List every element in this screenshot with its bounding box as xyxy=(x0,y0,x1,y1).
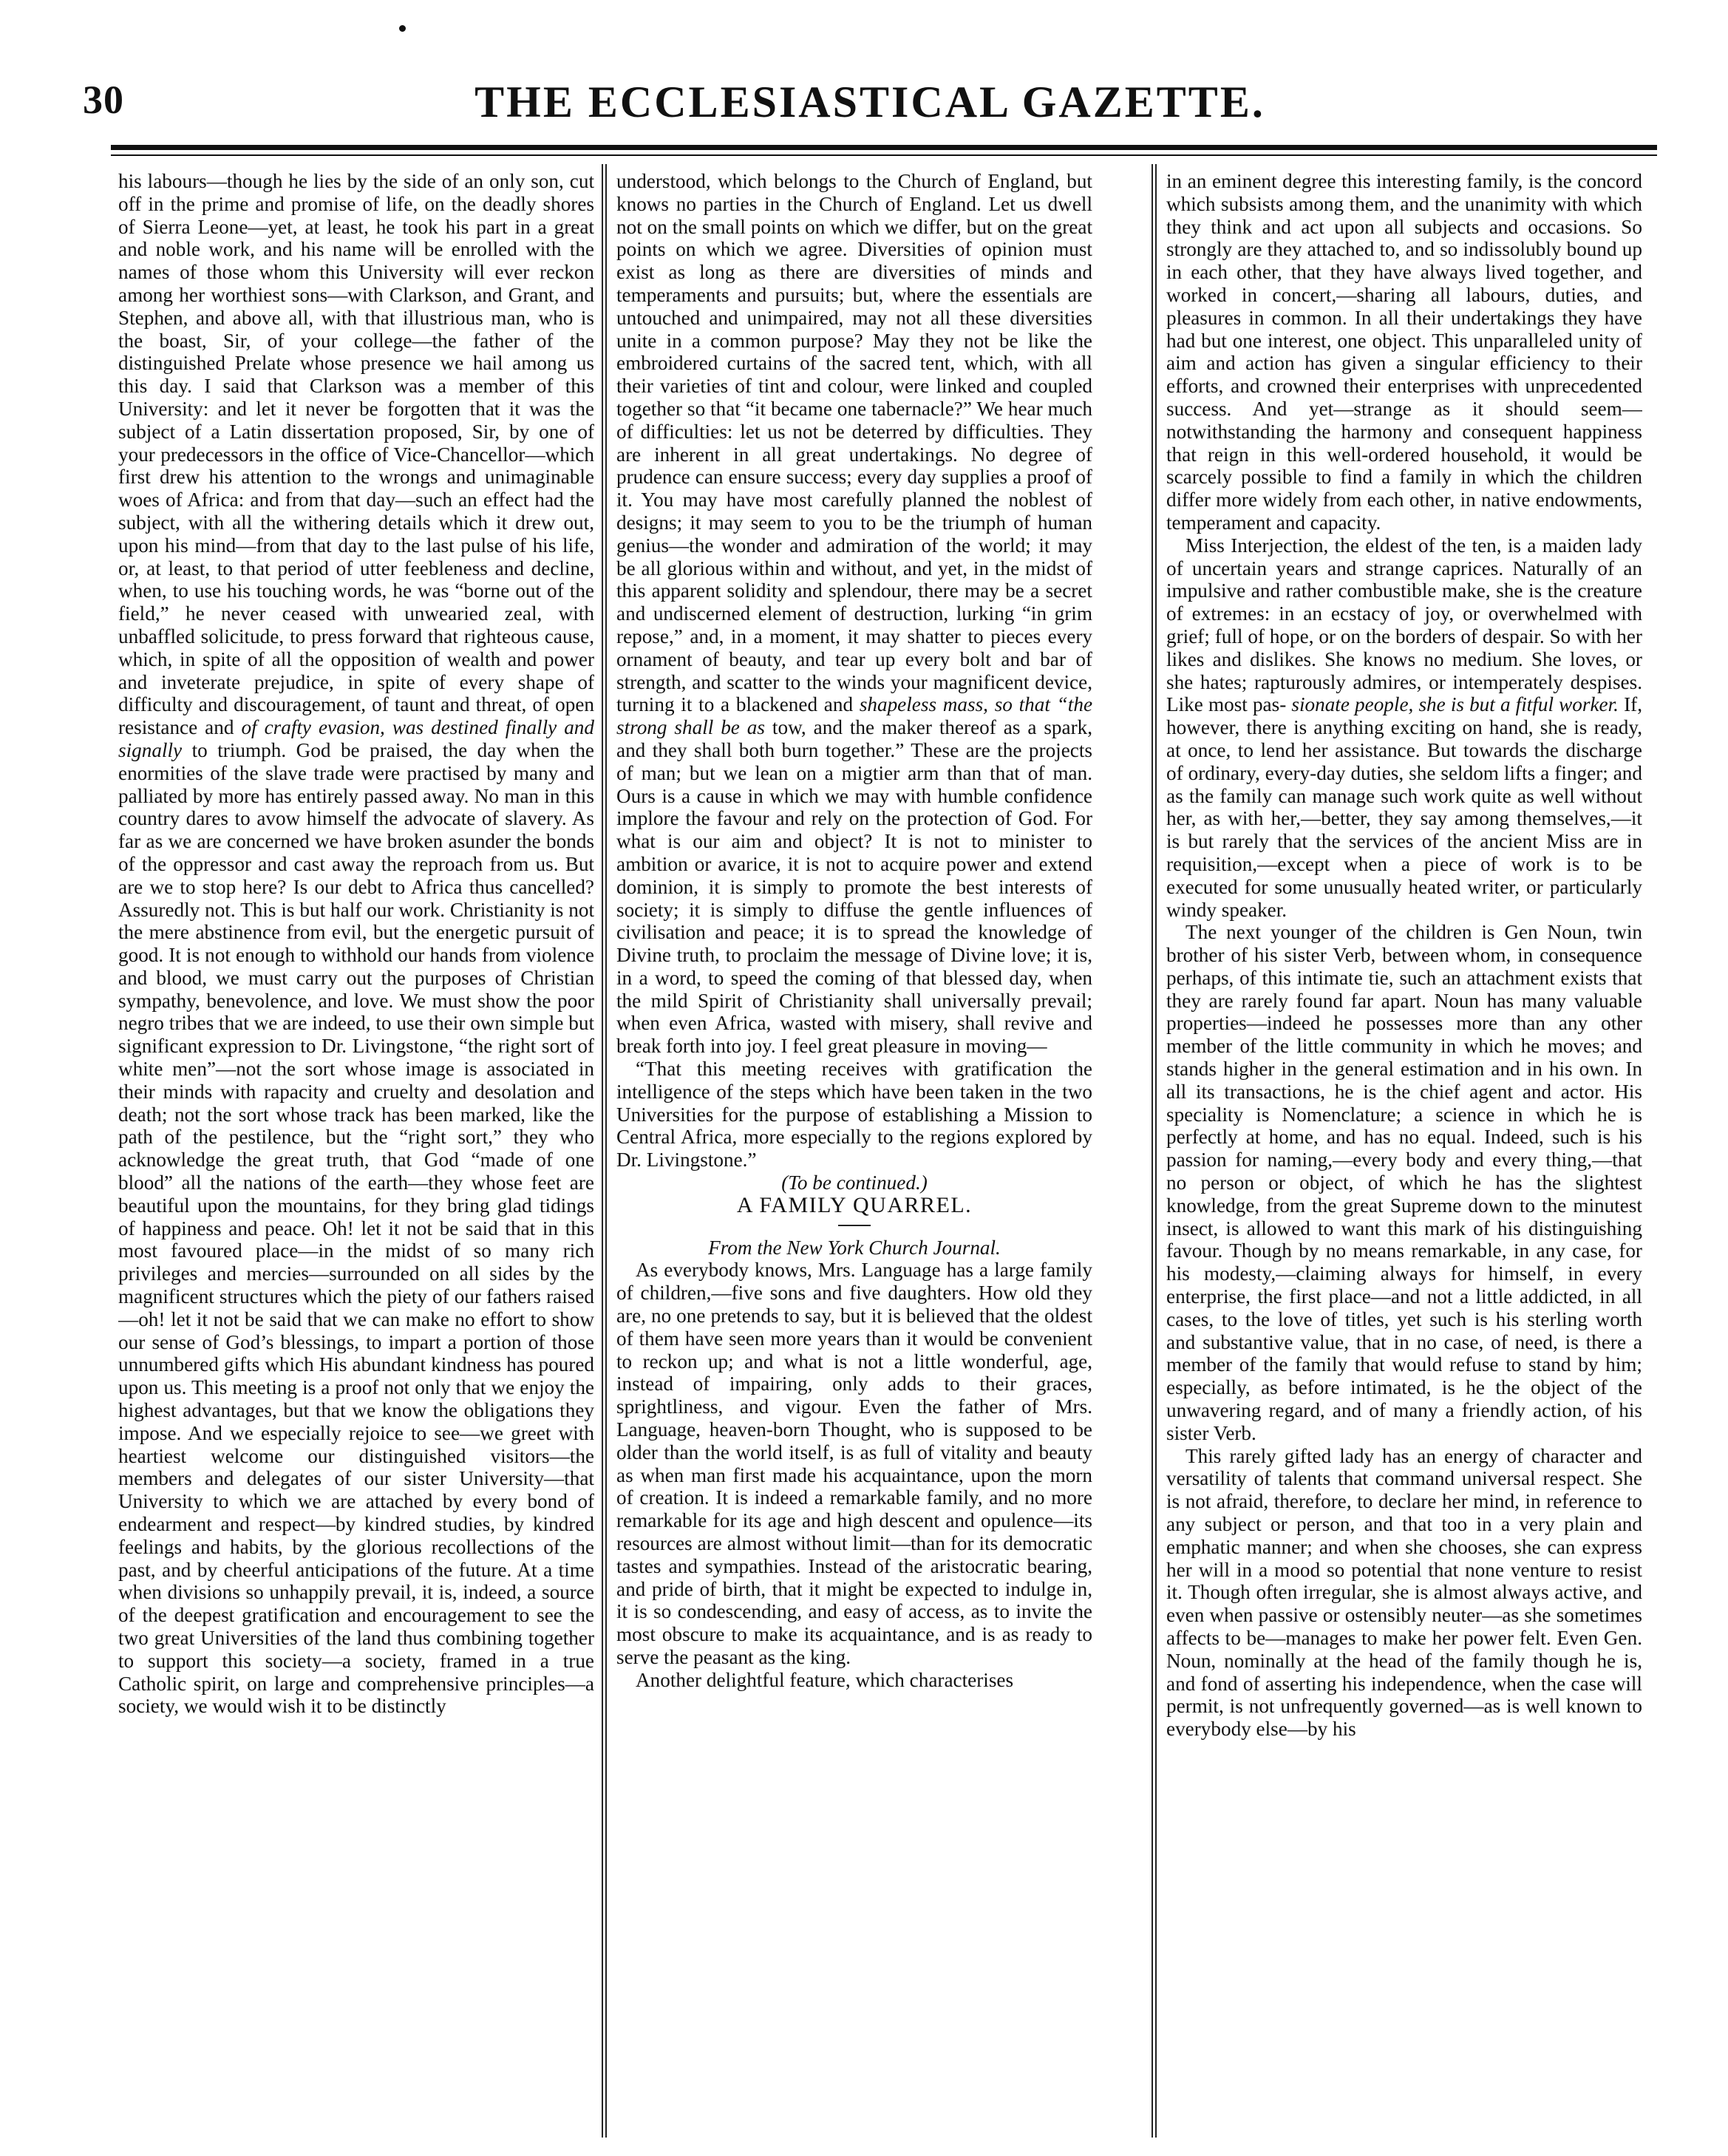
text-run: tow, and the maker thereof as a spark, and they shall both burn together.” These are the projects of man; but we lean on a migtier arm than that of man. Ours is a cause in which we may with humble confidence implore the favour and rely on the protection of God. For what is our aim and object? It is not to minister to ambition or avarice, it is not to acquire power and extend dominion, it is simply to promote the best interests of society; it is simply to diffuse the gentle influences of civilisation and peace; it is to spread the knowledge of Divine truth, to proclaim the message of Divine love; it is, in a word, to speed the coming of that blessed day, when the mild Spirit of Christianity shall universally prevail; when even Africa, wasted with misery, shall revive and break forth into joy. I feel great pleasure in moving— xyxy=(616,716,1092,1058)
article-paragraph: As everybody knows, Mrs. Language has a large family of children,—five sons and five daughters. How old they are, no one pretends to say, but it is believed that the oldest of them have seen more years than it would be convenient to reckon up; and what is not a little wonderful, age, instead of impairing, only adds to their graces, sprightliness, and vigour. Even the father of Mrs. Language, heaven-born Thought, who is supposed to be older than the world itself, is as full of vitality and beauty as when man first made his acquaintance, upon the morn of creation. It is indeed a remarkable family, and no more remarkable for its age and high descent and opulence—its resources are almost without limit—than for its democratic tastes and sympathies. Instead of the aristocratic bearing, and pride of birth, that it might be expected to indulge in, it is so condescending, and easy of access, as to invite the most obscure to make its acquaintance, and is as ready to serve the peasant as the king. xyxy=(616,1259,1092,1668)
ink-dot xyxy=(399,25,406,32)
column-2-paragraph xyxy=(616,170,1092,1058)
article-title: A FAMILY QUARREL. xyxy=(736,1192,973,1217)
article-source: From the New York Church Journal. xyxy=(708,1236,1001,1259)
article-paragraph: Another delightful feature, which characterises xyxy=(636,1668,1014,1691)
text-run: understood, which belongs to the Church of England, but knows no parties in the Church of England. Let us dwell not on the small points on which we differ, but on the great points on which we agree. Diversities of opinion must exist as long as there are diversities of minds and temperaments and pursuits; but, where the essentials are untouched and unimpaired, may not all these diversities unite in a common purpose? May they not be like the embroidered curtains of the sacred tent, which, with all their varieties of tint and colour, were linked and coupled together so that “it became one tabernacle?” We hear much of difficulties: let us not be deterred by difficulties. They are inherent in all great undertakings. No degree of prudence can ensure success; every day supplies a proof of it. You may have most carefully planned the noblest of designs; it may seem to you to be the triumph of human genius—the wonder and admiration of the world; it may be all glorious within and without, and yet, in the midst of this apparent solidity and splendour, there may be a secret and undiscerned element of destruction, lurking “in grim repose,” and, in a moment, it may shatter to pieces every ornament of beauty, and tear up every bolt and bar of strength, and scatter to the winds your magnificent device, turning it to a blackened and xyxy=(616,170,1092,716)
column-1 xyxy=(118,170,594,2129)
page-number: 30 xyxy=(83,78,124,122)
column-2 xyxy=(616,170,1092,2129)
column-divider xyxy=(602,164,608,2138)
text-run: his labours—though he lies by the side of an only son, cut off in the prime and promise of life, on the deadly shores of Sierra Leone—yet, at least, he took his part in a great and noble work, and his name will be enrolled with the names of those whom this University will ever reckon among her worthiest sons—with Clarkson, and Grant, and Stephen, and above all, with that illustrious man, who is the boast, Sir, of your college—the father of the distinguished Prelate whose presence we hail among us this day. I said that Clarkson was a member of this University: and let it never be forgotten that it was the subject of a Latin dissertation proposed, Sir, by one of your predecessors in the office of Vice-Chancellor—which first drew his attention to the wrongs and unimaginable woes of Africa: and from that day—such an effect had the subject, with all the withering details which it drew out, upon his mind—from that day to the last pulse of his life, or, at least, to that period of utter feebleness and decline, when, to use his touching words, he was “borne out of the field,” he never ceased with unwearied zeal, with unbaffled solicitude, to press forward that righteous cause, which, in spite of all the opposition of wealth and power and inveterate prejudice, in spite of every shape of difficulty and discouragement, of taunt and threat, of open resistance and xyxy=(118,170,594,739)
text-run: to triumph. God be praised, the day when the enormities of the slave trade were practised by many and palliated by more has entirely passed away. No man in this country dares to avow himself the advocate of slavery. As far as we are concerned we have broken asunder the bonds of the oppressor and cast away the reproach from us. But are we to stop here? Is our debt to Africa thus cancelled? Assuredly not. This is but half our work. Christianity is not the mere abstinence from evil, but the energetic pursuit of good. It is not enough to withhold our hands from violence and blood, we must carry out the purposes of Christian sympathy, benevolence, and love. We must show the poor negro tribes that we are indeed, to use their own simple but significant expression to Dr. Livingstone, “the right sort of white men”—not the sort whose image is associated in their minds with rapacity and cruelty and desolation and death; not the sort whose track has been marked, like the path of the pestilence, but the “right sort,” they who acknowledge the great truth, that God “made of one blood” all the nations of the earth—they whose feet are beautiful upon the mountains, for they bring glad tidings of happiness and peace. Oh! let it not be said that in this most favoured place—in the midst of so many rich privileges and mercies—surrounded on all sides by the magnificent structures which the piety of our fathers raised—oh! let it not be said that we can make no effort to show our sense of God’s blessings, to impart a portion of those unnumbered gifts which His abundant kindness has poured upon us. This meeting is a proof not only that we enjoy the highest advantages, but that we know the obligations they impose. And we especially rejoice to see—we greet with heartiest welcome our distinguished visitors—the members and delegates of our sister University—that University to which we are attached by every bond of endearment and respect—by kindred studies, by kindred feelings and habits, by the glorious recollections of the past, and by cheerful anticipations of the future. At a time when divisions so unhappily prevail, it is, indeed, a source of the deepest gratification and encouragement to see the two great Universities of the land thus combining together to support this society—a society, framed in a true Catholic spirit, on large and comprehensive principles—a society, we would wish it to be distinctly xyxy=(118,738,594,1718)
masthead-title: THE ECCLESIASTICAL GAZETTE. xyxy=(474,78,1265,126)
italic-text-run: sionate people, she is but a fitful worker. xyxy=(1291,693,1619,716)
column-3 xyxy=(1166,170,1642,2129)
column-3-paragraph xyxy=(1166,534,1642,922)
header-rule-thick xyxy=(111,145,1657,150)
column-1-paragraph xyxy=(118,170,594,1718)
to-be-continued: (To be continued.) xyxy=(781,1171,928,1194)
text-run: If, however, there is anything exciting on hand, she is ready, at once, to lend her assistance. But towards the discharge of ordinary, every-day duties, she seldom lifts a finger; and as the family can manage such work quite as well without her, as with her,—better, they say among themselves,—it is but rarely that the services of the ancient Miss are in requisition,—except when a piece of work is to be executed for some unusually heated writer, or particularly windy speaker. xyxy=(1166,693,1642,921)
column-3-paragraph: in an eminent degree this interesting family, is the concord which subsists among them, and the unanimity with which they think and act upon all subjects and occasions. So strongly are they attached to, and so indissolubly bound up in each other, that they have always lived together, and worked in concert,—sharing all labours, duties, and pleasures in common. In all their undertakings they have had but one interest, one object. This unparalleled unity of aim and action has given a singular efficiency to their efforts, and crowned their enterprises with unprecedented success. And yet—strange as it should seem—notwithstanding the harmony and consequent happiness that reign in this well-ordered household, it would be scarcely possible to find a family in which the children differ more widely from each other, in native endowments, temperament and capacity. xyxy=(1166,170,1642,534)
page-header xyxy=(83,64,1657,130)
italic-text-run: of crafty evasion, was destined finally and signally xyxy=(118,716,594,761)
header-rule-thin xyxy=(111,154,1657,156)
text-run: Miss Interjection, the eldest of the ten, is a maiden lady of uncertain years and strange caprices. Naturally of an impulsive and rather combustible make, she is the creature of extremes: in an ecstacy of joy, or overwhelmed with grief; full of hope, or on the borders of despair. So with her likes and dislikes. She knows no medium. She loves, or she hates; rapturously admires, or intemperately despises. Like most pas- xyxy=(1166,534,1642,716)
italic-text-run: shapeless mass, so that “the strong shall be as xyxy=(616,693,1092,739)
resolution-paragraph: “That this meeting receives with gratification the intelligence of the steps which have been taken in the two Universities for the purpose of establishing a Mission to Central Africa, more especially to the regions explored by Dr. Livingstone.” xyxy=(616,1058,1092,1171)
column-3-paragraph: The next younger of the children is Gen Noun, twin brother of his sister Verb, between whom, in consequence perhaps, of this intimate tie, such an attachment exists that they are rarely found far apart. Noun has many valuable properties—indeed he possesses more than any other member of the little community in which he moves; and stands higher in the general estimation and in his own. In all its transactions, he is the chief agent and actor. His speciality is Nomenclature; a science in which he is perfectly at home, and has no equal. Indeed, such is his passion for naming,—every body and every thing,—that no person or object, of which he has the slightest knowledge, from the great Supreme down to the minutest insect, is allowed to want this mark of his distinguishing favour. Though by no means remarkable, in any case, for his modesty,—claiming always for himself, in every enterprise, the first place—and not a little addicted, in all cases, to the love of titles, yet such is his sterling worth and substantive value, that in no case, of need, is there a member of the family that would refuse to stand by him; especially, as before intimated, is he the object of the unwavering regard, and of many a friendly action, of his sister Verb. xyxy=(1166,921,1642,1444)
column-3-paragraph: This rarely gifted lady has an energy of character and versatility of talents that command universal respect. She is not afraid, therefore, to declare her mind, in reference to any subject or person, and that too in a very plain and emphatic manner; and when she chooses, she can express her will in a mood so potential that none venture to resist it. Though often irregular, she is almost always active, and even when passive or ostensibly neuter—as she sometimes affects to be—manages to make her power felt. Even Gen. Noun, nominally at the head of the family though he is, and fond of asserting his independence, when the case will permit, is not unfrequently governed—as is well known to everybody else—by his xyxy=(1166,1444,1642,1741)
title-rule xyxy=(838,1225,871,1226)
column-divider xyxy=(1152,164,1157,2138)
